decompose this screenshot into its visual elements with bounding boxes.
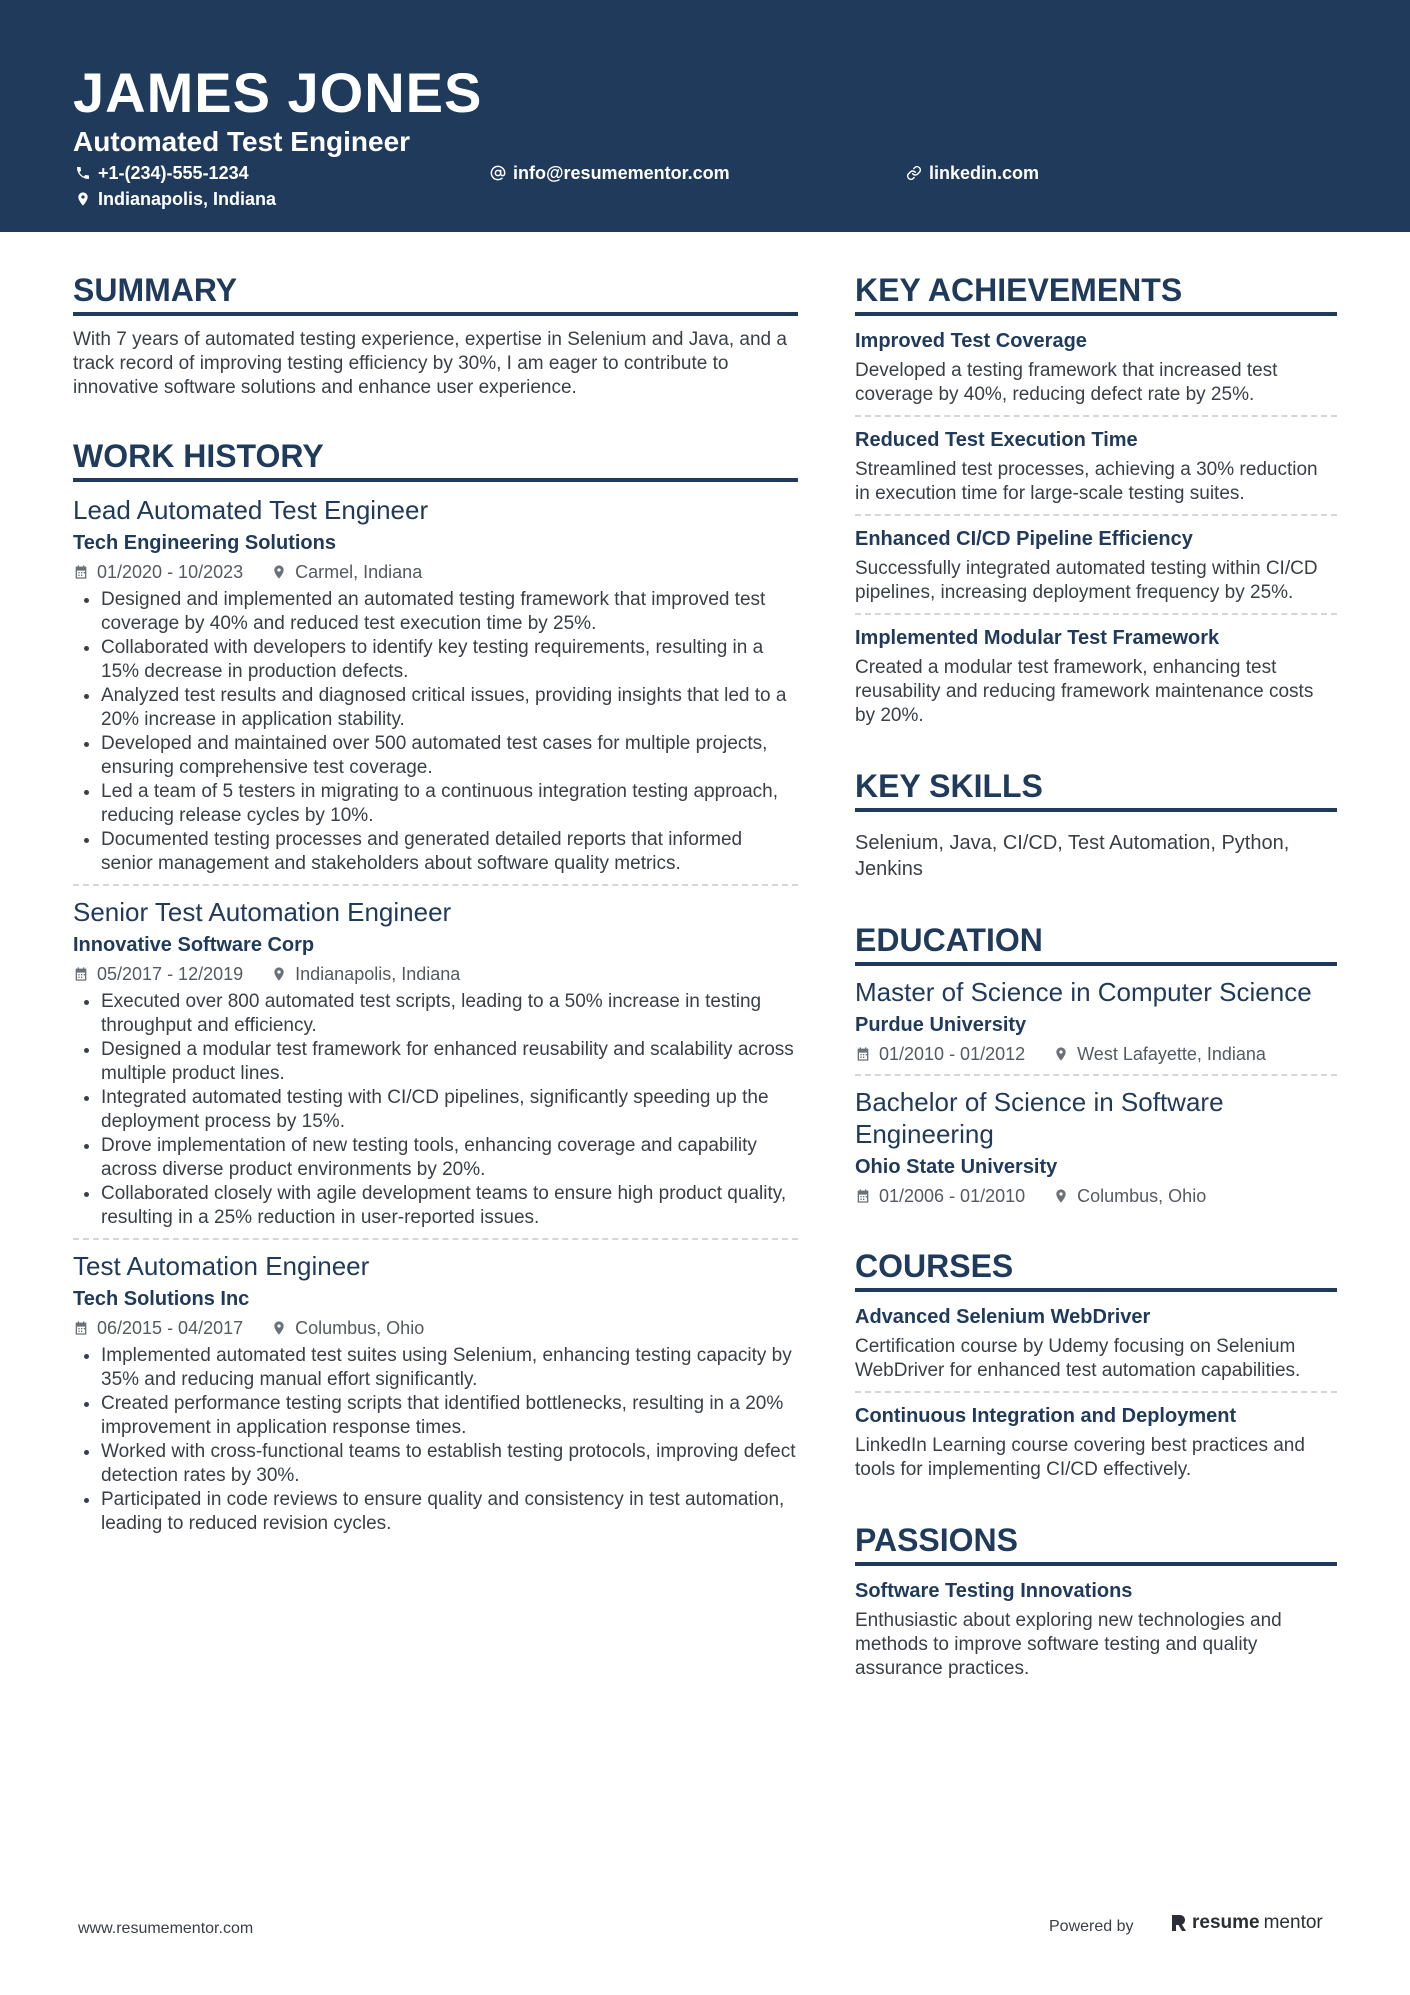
- summary-heading: SUMMARY: [73, 270, 798, 316]
- work-history-section: [73, 436, 798, 1536]
- company-name: Tech Engineering Solutions: [73, 532, 336, 554]
- divider: [855, 514, 1337, 516]
- calendar-icon: [855, 1188, 871, 1204]
- achievement-text: Streamlined test processes, achieving a 30% reduction in execution time for large-scale testing suites.: [855, 459, 1318, 504]
- skills-section: [855, 766, 1337, 882]
- job-bullets: [73, 990, 798, 1230]
- course-title: Advanced Selenium WebDriver: [855, 1306, 1151, 1328]
- job-bullet: • Created performance testing scripts that identified bottlenecks, resulting in a 20% improvement in application response times.: [101, 1392, 798, 1440]
- education-heading: EDUCATION: [855, 920, 1337, 966]
- passion-text: Enthusiastic about exploring new technologies and methods to improve software testing and quality assurance practices.: [855, 1610, 1282, 1679]
- achievement-item: [855, 625, 1337, 728]
- achievement-title: Implemented Modular Test Framework: [855, 627, 1220, 649]
- resume-header: [0, 0, 1410, 232]
- courses-heading: COURSES: [855, 1246, 1337, 1292]
- job-dates: 06/2015 - 04/2017: [97, 1318, 244, 1338]
- job-bullets: [73, 1344, 798, 1536]
- calendar-icon: [73, 1320, 89, 1336]
- calendar-icon: [855, 1046, 871, 1062]
- education-dates: 01/2010 - 01/2012: [879, 1044, 1026, 1064]
- course-item: [855, 1403, 1337, 1482]
- job-bullet: • Designed and implemented an automated testing framework that improved test coverage by 40% and reduced test execution time by 25%.: [101, 588, 798, 636]
- achievement-title: Improved Test Coverage: [855, 330, 1087, 352]
- course-item: [855, 1304, 1337, 1383]
- phone-icon: [75, 165, 91, 181]
- job-title: Senior Test Automation Engineer: [73, 897, 452, 927]
- job-bullet: • Documented testing processes and generated detailed reports that informed senior management and stakeholders about software quality metrics.: [101, 828, 798, 876]
- achievement-text: Successfully integrated automated testing within CI/CD pipelines, increasing deployment frequency by 25%.: [855, 558, 1318, 603]
- job-bullet: • Analyzed test results and diagnosed critical issues, providing insights that led to a 20% increase in application stability.: [101, 684, 798, 732]
- footer-brand-logo[interactable]: [1170, 1912, 1323, 1934]
- job-dates: 01/2020 - 10/2023: [97, 562, 244, 582]
- calendar-icon: [73, 966, 89, 982]
- education-entry: [855, 976, 1337, 1066]
- job-entry: [73, 494, 798, 876]
- education-section: [855, 920, 1337, 1208]
- school-name: Purdue University: [855, 1014, 1027, 1036]
- job-location: Indianapolis, Indiana: [295, 964, 461, 984]
- calendar-icon: [73, 564, 89, 580]
- divider: [855, 415, 1337, 417]
- summary-section: [73, 270, 798, 400]
- achievements-heading: KEY ACHIEVEMENTS: [855, 270, 1337, 316]
- summary-text: With 7 years of automated testing experience, expertise in Selenium and Java, and a track record of improving testing efficiency by 30%, I am eager to contribute to innovative software solutions and enhance user experience.: [73, 329, 787, 398]
- education-meta: [855, 1042, 1337, 1066]
- company-name: Tech Solutions Inc: [73, 1288, 250, 1310]
- job-bullet: • Executed over 800 automated test scripts, leading to a 50% increase in testing throughput and efficiency.: [101, 990, 798, 1038]
- passions-heading: PASSIONS: [855, 1520, 1337, 1566]
- divider: [855, 1391, 1337, 1393]
- job-bullet: • Integrated automated testing with CI/CD pipelines, significantly speeding up the deployment process by 15%.: [101, 1086, 798, 1134]
- email-text: info@resumementor.com: [513, 163, 730, 183]
- passion-item: [855, 1578, 1337, 1681]
- right-column: [855, 270, 1337, 1681]
- location-pin-icon: [271, 564, 287, 580]
- education-location: Columbus, Ohio: [1077, 1186, 1207, 1206]
- job-location: Carmel, Indiana: [295, 562, 423, 582]
- job-bullet: • Collaborated closely with agile development teams to ensure high product quality, resulting in a 25% reduction in user-reported issues.: [101, 1182, 798, 1230]
- footer-website[interactable]: www.resumementor.com: [78, 1920, 254, 1937]
- achievement-text: Created a modular test framework, enhancing test reusability and reducing framework maintenance costs by 20%.: [855, 657, 1314, 726]
- job-bullets: [73, 588, 798, 876]
- candidate-role: Automated Test Engineer: [73, 126, 411, 157]
- degree-title: Bachelor of Science in Software Engineering: [855, 1087, 1224, 1149]
- job-title: Test Automation Engineer: [73, 1251, 370, 1281]
- achievement-item: [855, 328, 1337, 407]
- school-name: Ohio State University: [855, 1156, 1058, 1178]
- footer-powered-by: Powered by: [1049, 1918, 1134, 1935]
- job-title: Lead Automated Test Engineer: [73, 495, 429, 525]
- job-bullet: • Developed and maintained over 500 automated test cases for multiple projects, ensuring comprehensive test coverage.: [101, 732, 798, 780]
- location-pin-icon: [271, 1320, 287, 1336]
- course-text: Certification course by Udemy focusing on Selenium WebDriver for enhanced test automation capabilities.: [855, 1336, 1301, 1381]
- company-name: Innovative Software Corp: [73, 934, 315, 956]
- achievement-item: [855, 526, 1337, 605]
- achievements-section: [855, 270, 1337, 728]
- location-pin-icon: [1053, 1188, 1069, 1204]
- contact-phone[interactable]: [75, 161, 249, 185]
- location-text: Indianapolis, Indiana: [98, 189, 277, 209]
- course-title: Continuous Integration and Deployment: [855, 1405, 1237, 1427]
- at-sign-icon: [490, 165, 506, 181]
- divider: [855, 613, 1337, 615]
- divider: [73, 884, 798, 886]
- job-bullet: • Designed a modular test framework for enhanced reusability and scalability across multiple product lines.: [101, 1038, 798, 1086]
- link-icon: [906, 165, 922, 181]
- passion-title: Software Testing Innovations: [855, 1580, 1133, 1602]
- job-meta: [73, 1316, 798, 1340]
- job-location: Columbus, Ohio: [295, 1318, 425, 1338]
- achievement-title: Reduced Test Execution Time: [855, 429, 1138, 451]
- job-dates: 05/2017 - 12/2019: [97, 964, 244, 984]
- location-pin-icon: [1053, 1046, 1069, 1062]
- job-bullet: • Led a team of 5 testers in migrating to a continuous integration testing approach, reducing release cycles by 10%.: [101, 780, 798, 828]
- job-bullet: • Worked with cross-functional teams to establish testing protocols, improving defect detection rates by 30%.: [101, 1440, 798, 1488]
- job-meta: [73, 560, 798, 584]
- job-bullet: • Participated in code reviews to ensure quality and consistency in test automation, leading to reduced revision cycles.: [101, 1488, 798, 1536]
- divider: [855, 1074, 1337, 1076]
- achievement-title: Enhanced CI/CD Pipeline Efficiency: [855, 528, 1193, 550]
- education-dates: 01/2006 - 01/2010: [879, 1186, 1026, 1206]
- skills-heading: KEY SKILLS: [855, 766, 1337, 812]
- divider: [73, 1238, 798, 1240]
- courses-section: [855, 1246, 1337, 1482]
- candidate-name: JAMES JONES: [73, 61, 483, 124]
- job-bullet: • Collaborated with developers to identify key testing requirements, resulting in a 15% decrease in production defects.: [101, 636, 798, 684]
- contact-location: [75, 187, 276, 211]
- job-entry: [73, 896, 798, 1230]
- location-pin-icon: [271, 966, 287, 982]
- job-meta: [73, 962, 798, 986]
- degree-title: Master of Science in Computer Science: [855, 977, 1312, 1007]
- contact-linkedin[interactable]: [906, 161, 1039, 185]
- education-location: West Lafayette, Indiana: [1077, 1044, 1266, 1064]
- job-bullet: • Drove implementation of new testing tools, enhancing coverage and capability across diverse product environments by 20%.: [101, 1134, 798, 1182]
- achievement-item: [855, 427, 1337, 506]
- job-bullet: • Implemented automated test suites using Selenium, enhancing testing capacity by 35% and reducing manual effort significantly.: [101, 1344, 798, 1392]
- phone-text: +1-(234)-555-1234: [98, 163, 249, 183]
- passions-section: [855, 1520, 1337, 1681]
- work-history-heading: WORK HISTORY: [73, 436, 798, 482]
- resumementor-logo-icon: [1170, 1913, 1188, 1933]
- left-column: [73, 270, 798, 1536]
- skills-text: Selenium, Java, CI/CD, Test Automation, Python, Jenkins: [855, 832, 1290, 880]
- education-entry: [855, 1086, 1337, 1208]
- brand-bold-text: resume: [1192, 1912, 1260, 1933]
- achievement-text: Developed a testing framework that increased test coverage by 40%, reducing defect rate by 25%.: [855, 360, 1278, 405]
- education-meta: [855, 1184, 1337, 1208]
- course-text: LinkedIn Learning course covering best practices and tools for implementing CI/CD effectively.: [855, 1435, 1305, 1480]
- location-pin-icon: [75, 191, 91, 207]
- brand-rest-text: mentor: [1263, 1912, 1323, 1933]
- job-entry: [73, 1250, 798, 1536]
- linkedin-text: linkedin.com: [929, 163, 1040, 183]
- contact-email[interactable]: [490, 161, 730, 185]
